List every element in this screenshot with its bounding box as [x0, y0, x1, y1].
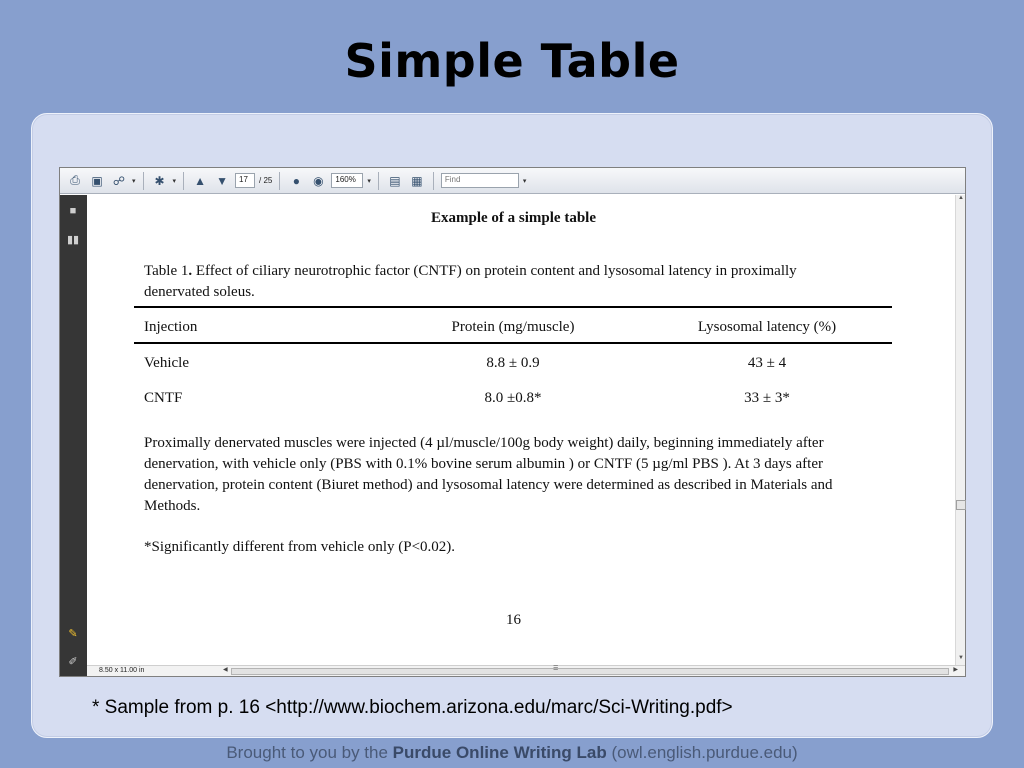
scroll-right-icon[interactable]: ▶	[953, 667, 958, 673]
table-cell: Vehicle	[144, 355, 189, 371]
prev-page-icon[interactable]: ▲	[194, 173, 206, 188]
table-header-latency: Lysosomal latency (%)	[697, 319, 837, 335]
pdf-viewer	[59, 167, 966, 677]
next-page-icon[interactable]: ▼	[216, 173, 228, 188]
collaborate-dropdown-icon[interactable]: ▾	[172, 177, 177, 185]
toolbar-divider	[183, 172, 184, 190]
table-footnote: *Significantly different from vehicle only (P<0.02).	[144, 539, 456, 555]
table-header-protein: Protein (mg/muscle)	[451, 319, 575, 335]
zoom-level-input[interactable]: 160%	[331, 173, 363, 188]
toolbar-divider	[279, 172, 280, 190]
share-dropdown-icon[interactable]: ▾	[132, 177, 136, 185]
table-header-rule	[134, 342, 892, 344]
comments-icon[interactable]: ✎	[68, 627, 78, 640]
footer-suffix: (owl.english.purdue.edu)	[606, 743, 798, 762]
document-heading: Example of a simple table	[431, 210, 596, 226]
table-caption	[144, 261, 864, 303]
share-icon[interactable]: ☍	[112, 173, 126, 188]
horizontal-scrollbar[interactable]	[223, 667, 958, 675]
table-top-rule	[134, 306, 892, 308]
source-citation: * Sample from p. 16 <http://www.biochem.arizona.edu/marc/Sci-Writing.pdf>	[92, 697, 733, 718]
vertical-scroll-thumb[interactable]	[956, 500, 966, 510]
caption-label: Table 1	[144, 263, 189, 279]
zoom-out-icon[interactable]: ●	[292, 173, 300, 188]
print-icon[interactable]: ⎙	[70, 173, 80, 187]
full-screen-icon[interactable]: ▦	[411, 173, 423, 188]
attachments-icon[interactable]: ✐	[68, 655, 78, 668]
scroll-down-icon[interactable]: ▼	[958, 655, 964, 661]
table-header-injection: Injection	[144, 319, 198, 335]
collaborate-icon[interactable]: ✱	[154, 173, 165, 188]
viewer-toolbar	[60, 168, 965, 194]
slide-footer	[0, 743, 1024, 763]
zoom-dropdown-icon[interactable]: ▾	[367, 177, 371, 185]
horizontal-scroll-thumb[interactable]	[231, 668, 949, 675]
table-cell: 43 ± 4	[747, 355, 787, 371]
save-icon[interactable]: ▣	[91, 173, 103, 188]
document-page	[87, 195, 955, 665]
page-number-input[interactable]: 17	[235, 173, 255, 188]
page-size-label: 8.50 x 11.00 in	[99, 667, 145, 674]
toolbar-divider	[378, 172, 379, 190]
page-number: 16	[506, 612, 521, 628]
table-notes: Proximally denervated muscles were injected (4 µl/muscle/100g body weight) daily, beginning immediately after denervation, with vehicle only (PBS with 0.1% bovine serum albumin ) or CNTF (5 µg/ml PBS ). At 3 days after denervation, protein content (Biuret method) and lysosomal latency were determined as described in Materials and Methods.	[144, 435, 833, 514]
caption-text: Effect of ciliary neurotrophic factor (CNTF) on protein content and lysosomal latency in proximally denervated soleus.	[144, 263, 797, 300]
toolbar-divider	[433, 172, 434, 190]
bookmarks-icon[interactable]: ▮▮	[66, 233, 80, 246]
caption-dot: .	[188, 263, 193, 279]
table-cell: 8.0 ±0.8*	[484, 390, 542, 406]
table-cell: 8.8 ± 0.9	[486, 355, 540, 371]
footer-prefix: Brought to you by the	[226, 743, 393, 762]
fit-page-icon[interactable]: ▤	[389, 173, 401, 188]
find-input[interactable]: Find	[441, 173, 519, 188]
toolbar-divider	[143, 172, 144, 190]
page-total-label: / 25	[259, 176, 273, 185]
zoom-in-icon[interactable]: ◉	[313, 173, 324, 188]
scroll-up-icon[interactable]: ▲	[958, 195, 964, 201]
find-dropdown-icon[interactable]: ▾	[522, 177, 527, 185]
pages-icon[interactable]: ■	[69, 205, 77, 217]
table-cell: 33 ± 3*	[744, 390, 790, 406]
table-cell: CNTF	[144, 390, 183, 406]
vertical-scrollbar[interactable]	[955, 195, 965, 665]
status-bar	[87, 665, 965, 676]
navigation-rail	[60, 195, 87, 676]
scroll-left-icon[interactable]: ◀	[223, 667, 228, 673]
slide-title: Simple Table	[344, 34, 680, 88]
scroll-grip-icon: ☰	[553, 666, 559, 672]
footer-brand: Purdue Online Writing Lab	[392, 743, 607, 762]
